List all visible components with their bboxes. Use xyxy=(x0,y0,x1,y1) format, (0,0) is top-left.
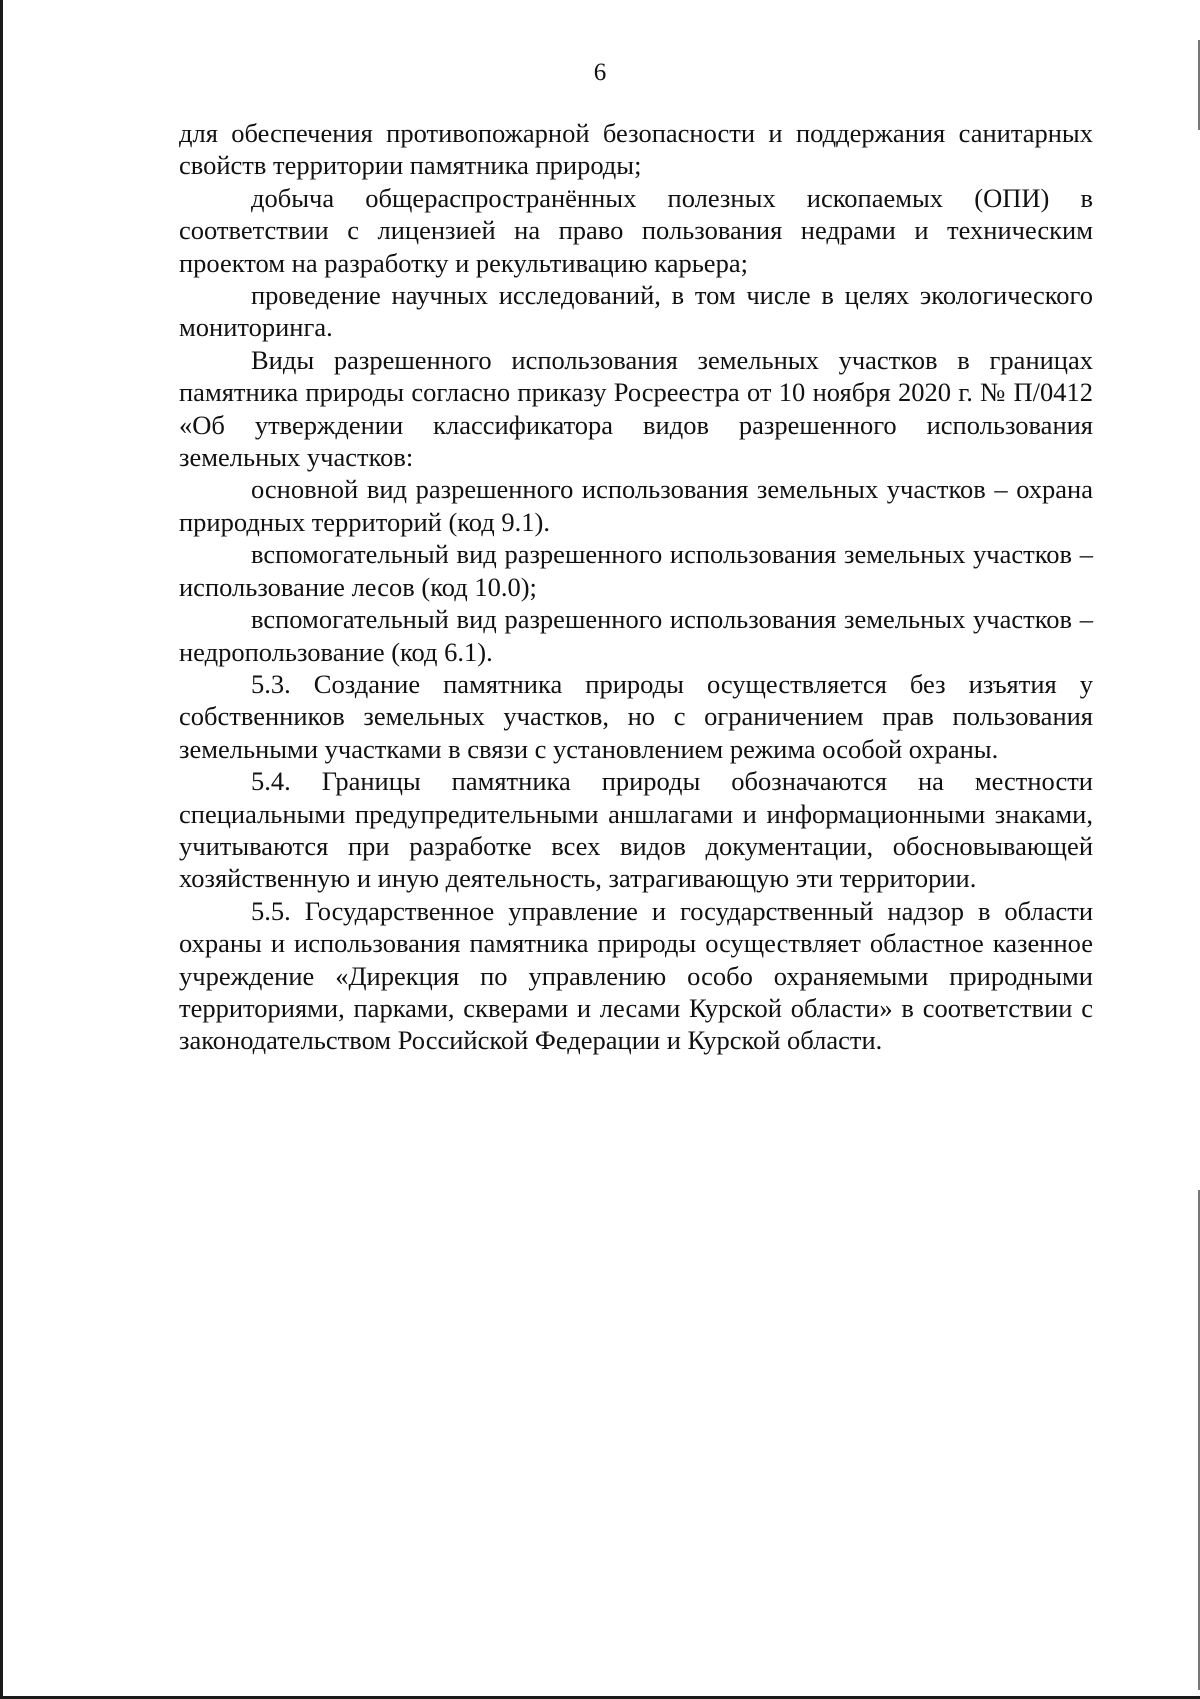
paragraph-fire-safety: для обеспечения противопожарной безопасности и поддержания санитарных свойств территории памятника природы; xyxy=(179,118,1093,181)
paragraph-section-5-3: 5.3. Создание памятника природы осуществляется без изъятия у собственников земельных участков, но с ограничением прав пользования земельными участками в связи с установлением режима особой охраны. xyxy=(179,668,1093,764)
paragraph-auxiliary-subsoil-use: вспомогательный вид разрешенного использования земельных участков – недропользование (код 6.1). xyxy=(179,604,1093,667)
paragraph-scientific-research: проведение научных исследований, в том числе в целях экологического мониторинга. xyxy=(179,280,1093,343)
paragraph-mineral-extraction: добыча общераспространённых полезных ископаемых (ОПИ) в соответствии с лицензией на право пользования недрами и техническим проектом на разработку и рекультивацию карьера; xyxy=(179,182,1093,278)
paragraph-section-5-4: 5.4. Границы памятника природы обозначаются на местности специальными предупредительными аншлагами и информационными знаками, учитываются при разработке всех видов документации, обосновывающей хозяйственную и иную деятельность, затрагивающую эти территории. xyxy=(179,766,1093,894)
document-body xyxy=(179,117,1093,1057)
paragraph-land-use-types: Виды разрешенного использования земельных участков в границах памятника природы согласно приказу Росреестра от 10 ноября 2020 г. № П/0412 «Об утверждении классификатора видов разрешенного использования земельных участков: xyxy=(179,344,1093,473)
paragraph-auxiliary-forest-use: вспомогательный вид разрешенного использования земельных участков – использование лесов (код 10.0); xyxy=(179,539,1093,602)
paragraph-section-5-5: 5.5. Государственное управление и государственный надзор в области охраны и использования памятника природы осуществляет областное казенное учреждение «Дирекция по управлению особо охраняемыми природными территориями, парками, скверами и лесами Курской области» в соответствии с законодательством Российской Федерации и Курской области. xyxy=(179,895,1093,1056)
scan-edge-left xyxy=(0,0,3,1699)
paragraph-primary-land-use: основной вид разрешенного использования земельных участков – охрана природных территорий (код 9.1). xyxy=(179,474,1093,537)
page-number: 6 xyxy=(593,59,607,86)
